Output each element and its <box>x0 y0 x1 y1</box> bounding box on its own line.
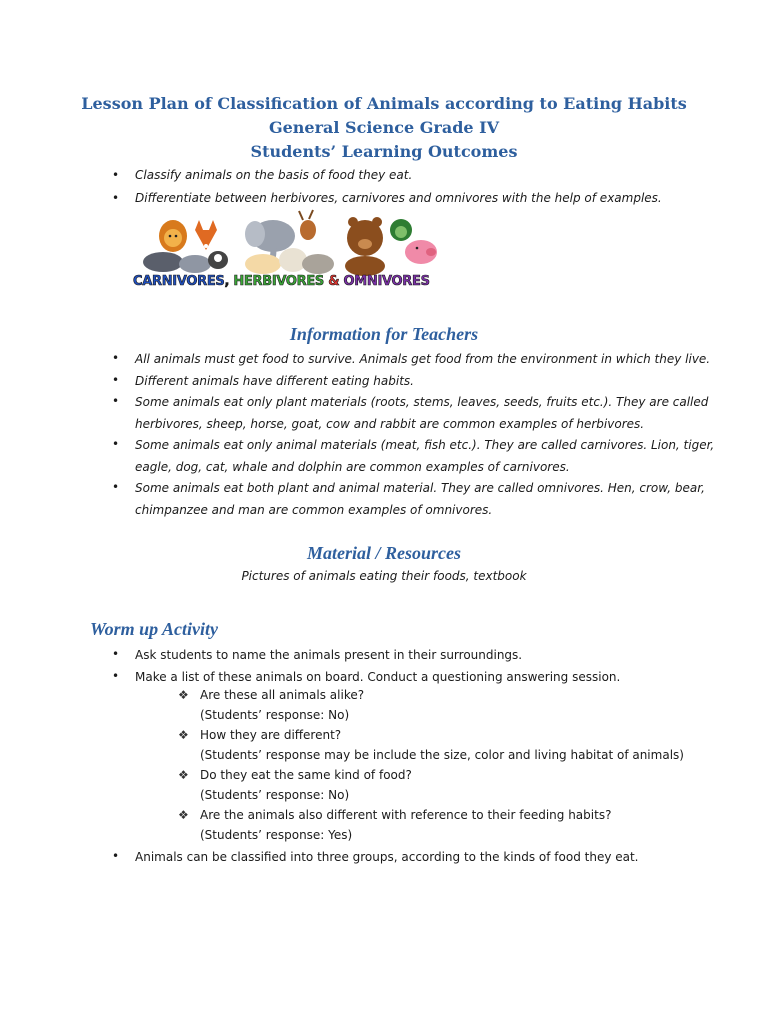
carnivores-label: CARNIVORES <box>133 274 225 289</box>
info-item: • All animals must get food to survive. Animals get food from the environment in which they live. <box>0 348 714 370</box>
herbivores-label: HERBIVORES <box>233 274 324 289</box>
warmup-item: • Ask students to name the animals present in their surroundings. <box>0 644 620 666</box>
bullet-icon: • <box>112 480 120 494</box>
caption-separator: , <box>224 274 234 289</box>
question-list <box>0 685 684 845</box>
warmup-heading: Worm up Activity <box>90 619 218 639</box>
outcome-item: • Classify animals on the basis of food they eat. <box>0 165 662 186</box>
diamond-bullet-icon: ❖ <box>178 728 189 742</box>
final-list <box>0 846 639 868</box>
omnivores-label: OMNIVORES <box>343 274 430 289</box>
response-item: (Students’ response: Yes) <box>200 828 353 842</box>
info-list <box>0 348 714 520</box>
outcomes-list <box>0 165 662 208</box>
info-item: • Some animals eat both plant and animal material. They are called omnivores. Hen, crow, bear, chimpanzee and man are common examples of omnivores. <box>0 477 714 520</box>
materials-heading: Material / Resources <box>306 543 461 563</box>
warmup-list <box>0 644 620 687</box>
diamond-bullet-icon: ❖ <box>178 688 189 702</box>
bullet-icon: • <box>112 394 120 408</box>
final-item: • Animals can be classified into three groups, according to the kinds of food they eat. <box>0 846 639 868</box>
outcome-item: • Differentiate between herbivores, carnivores and omnivores with the help of examples. <box>0 188 662 209</box>
animals-illustration <box>133 208 443 296</box>
bullet-icon: • <box>112 437 120 451</box>
bullet-icon: • <box>112 849 120 863</box>
bullet-icon: • <box>112 372 120 387</box>
bullet-icon: • <box>112 190 120 205</box>
question-item: ❖ Are the animals also different with reference to their feeding habits? <box>0 805 684 825</box>
document-title: Lesson Plan of Classification of Animals according to Eating Habits <box>81 94 687 113</box>
bullet-icon: • <box>112 647 120 661</box>
document-subtitle: General Science Grade IV <box>268 118 500 137</box>
bullet-icon: • <box>112 168 120 182</box>
response-item: (Students’ response: No) <box>200 708 350 722</box>
question-item: ❖ Do they eat the same kind of food? <box>0 765 684 785</box>
outcomes-heading: Students’ Learning Outcomes <box>250 142 518 161</box>
info-item: • Some animals eat only plant materials (roots, stems, leaves, seeds, fruits etc.). They are called herbivores, sheep, horse, goat, cow and rabbit are common examples of herbivores. <box>0 391 714 434</box>
warmup-item: • Make a list of these animals on board. Conduct a questioning answering session. <box>0 666 620 688</box>
question-item: ❖ How they are different? <box>0 725 684 745</box>
bullet-icon: • <box>112 351 120 365</box>
bullet-icon: • <box>112 668 120 683</box>
response-item: (Students’ response may be include the size, color and living habitat of animals) <box>200 748 684 762</box>
response-item: (Students’ response: No) <box>200 788 350 802</box>
materials-text: Pictures of animals eating their foods, textbook <box>241 569 527 583</box>
diamond-bullet-icon: ❖ <box>178 808 189 822</box>
caption-ampersand: & <box>324 274 344 289</box>
info-item: • Some animals eat only animal materials (meat, fish etc.). They are called carnivores. Lion, tiger, eagle, dog, cat, whale and dolphin are common examples of carnivores. <box>0 434 714 477</box>
illustration-caption <box>133 274 443 289</box>
diamond-bullet-icon: ❖ <box>178 768 189 782</box>
info-heading: Information for Teachers <box>289 324 479 344</box>
info-item: • Different animals have different eating habits. <box>0 370 714 392</box>
animals-cartoon-icon <box>133 208 443 278</box>
question-item: ❖ Are these all animals alike? <box>0 685 684 705</box>
